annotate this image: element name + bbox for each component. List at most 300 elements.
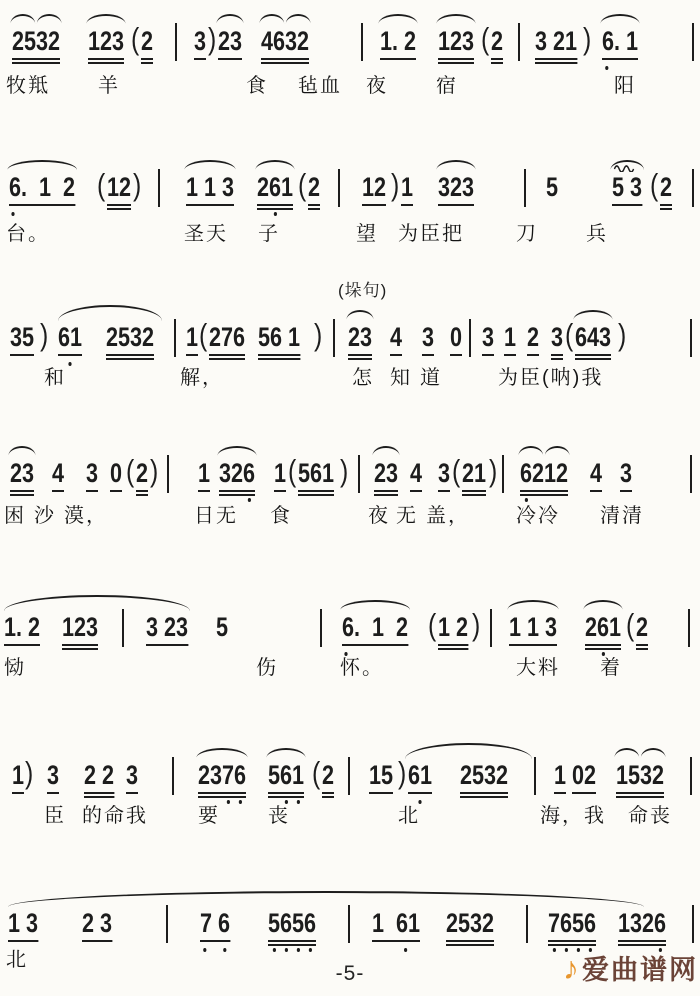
- slur: [10, 14, 63, 24]
- note-group: [52, 458, 64, 488]
- beam-line: [198, 792, 246, 794]
- beam-line: [372, 940, 420, 942]
- beam-line: [12, 62, 60, 64]
- lyric-syllable: 牧羝: [6, 75, 50, 97]
- note-digits: 3: [551, 322, 564, 352]
- barline: [690, 319, 692, 357]
- note-group: [8, 908, 38, 938]
- note-digits: 2: [136, 458, 149, 488]
- lyric-syllable: 沙: [34, 505, 56, 527]
- lyric-syllable: 望: [356, 223, 378, 245]
- note-digits: (: [312, 755, 321, 790]
- notation-line: [0, 755, 700, 802]
- beam-line: [298, 490, 334, 492]
- note-digits: 5: [546, 172, 559, 202]
- note-digits: ): [398, 755, 407, 790]
- note-digits: (: [131, 21, 140, 56]
- note-digits: 23: [218, 26, 243, 56]
- note-digits: 5656: [268, 908, 317, 938]
- slur: [614, 748, 667, 758]
- note-group: [10, 458, 34, 488]
- beam-line: [136, 494, 148, 496]
- lyric-syllable: 夜: [368, 505, 390, 527]
- beam-line: [186, 204, 234, 206]
- beam-line: [268, 940, 316, 942]
- parenthesis: [133, 167, 142, 202]
- slur-arc: [216, 14, 243, 24]
- note-group: [408, 760, 432, 790]
- note-digits: 5 3: [612, 172, 643, 202]
- beam-line: [422, 354, 434, 356]
- beam-line: [268, 796, 304, 798]
- page-number: -5-: [335, 962, 365, 985]
- note-group: [438, 26, 474, 56]
- barline: [502, 455, 504, 493]
- note-digits: 3: [482, 322, 495, 352]
- beam-line: [504, 354, 516, 356]
- note-digits: 2532: [12, 26, 61, 56]
- beam-line: [374, 490, 398, 492]
- beam-line: [618, 940, 666, 942]
- note-digits: 1 1 3: [509, 612, 558, 642]
- slur-arc: [37, 14, 62, 24]
- beam-line: [308, 208, 320, 210]
- barline: [167, 455, 169, 493]
- note-group: [322, 760, 334, 790]
- parenthesis: [288, 453, 297, 488]
- beam-line: [10, 490, 34, 492]
- note-digits: 2: [308, 172, 321, 202]
- beam-line: [509, 644, 557, 646]
- barline: [348, 905, 350, 943]
- lyric-syllable: 解，: [180, 367, 224, 389]
- note-group: [535, 26, 577, 56]
- note-group: [4, 612, 40, 642]
- beam-line: [8, 940, 38, 942]
- beam-line: [520, 494, 568, 496]
- beam-line: [369, 792, 393, 794]
- lyric-syllable: 知: [390, 367, 412, 389]
- lyric-syllable: 命丧: [628, 805, 672, 827]
- beam-line: [438, 62, 474, 64]
- note-digits: 123: [62, 612, 99, 642]
- lyric-syllable: 兵: [586, 223, 608, 245]
- parenthesis: [428, 607, 437, 642]
- beam-line: [268, 792, 304, 794]
- barline: [166, 905, 168, 943]
- slur: [58, 305, 162, 321]
- note-group: [390, 322, 402, 352]
- lyric-row: [0, 74, 700, 98]
- beam-line: [348, 354, 372, 356]
- note-digits: 3: [194, 26, 207, 56]
- note-group: [10, 322, 34, 352]
- low-octave-dot: [605, 66, 608, 70]
- trill-icon: [614, 148, 635, 178]
- beam-line: [408, 792, 432, 794]
- barline: [175, 23, 177, 61]
- note-group: [106, 322, 154, 352]
- lyric-syllable: 北: [398, 805, 420, 827]
- beam-line: [257, 204, 293, 206]
- beam-line: [438, 490, 450, 492]
- lyric-syllable: 日无: [194, 505, 238, 527]
- note-group: [602, 26, 638, 56]
- slur: [196, 748, 249, 758]
- note-digits: 4632: [261, 26, 310, 56]
- beam-line: [198, 796, 246, 798]
- note-group: [616, 760, 664, 790]
- parenthesis: [489, 453, 498, 488]
- barline: [333, 319, 335, 357]
- beam-line: [12, 58, 60, 60]
- beam-line: [12, 792, 24, 794]
- watermark-text: 爱曲谱网: [582, 955, 698, 985]
- note-group: [438, 612, 468, 642]
- lyric-syllable: 臣: [44, 805, 66, 827]
- beam-line: [218, 58, 242, 60]
- note-digits: (: [298, 167, 307, 202]
- note-digits: 56 1: [258, 322, 301, 352]
- parenthesis: [340, 453, 349, 488]
- slur-arc: [583, 600, 622, 610]
- beam-line: [88, 62, 124, 64]
- slur-arc: [614, 748, 639, 758]
- barline: [361, 23, 363, 61]
- note-group: [126, 760, 138, 790]
- lyric-syllable: 夜: [366, 75, 388, 97]
- note-digits: 2376: [198, 760, 247, 790]
- beam-line: [261, 62, 309, 64]
- beam-line: [106, 354, 154, 356]
- parenthesis: [472, 607, 481, 642]
- slur: [86, 14, 127, 24]
- beam-line: [4, 644, 40, 646]
- note-digits: ): [150, 453, 159, 488]
- slur: [266, 748, 307, 758]
- beam-line: [342, 644, 408, 646]
- beam-line: [438, 648, 468, 650]
- parenthesis: [618, 317, 627, 352]
- note-digits: 3: [422, 322, 435, 352]
- beam-line: [575, 358, 611, 360]
- lyric-syllable: 台。: [6, 223, 50, 245]
- beam-line: [460, 792, 508, 794]
- lyric-syllable: 怀。: [340, 657, 384, 679]
- note-digits: 6. 1 2: [342, 612, 409, 642]
- slur-arc: [255, 160, 294, 170]
- note-digits: 1: [198, 458, 211, 488]
- note-group: [12, 26, 60, 56]
- note-group: [194, 26, 206, 56]
- barline: [320, 609, 322, 647]
- beam-line: [84, 792, 114, 794]
- note-digits: (: [481, 21, 490, 56]
- note-digits: 1: [12, 760, 25, 790]
- note-group: [107, 172, 131, 202]
- barline: [526, 905, 528, 943]
- note-group: [261, 26, 309, 56]
- note-digits: 2 3: [82, 908, 113, 938]
- beam-line: [126, 792, 138, 794]
- notation-line: [0, 908, 700, 950]
- beam-line: [258, 358, 300, 360]
- slur-arc: [196, 748, 247, 758]
- note-digits: 21: [462, 458, 487, 488]
- note-group: [438, 458, 450, 488]
- note-digits: 1: [504, 322, 517, 352]
- parenthesis: [650, 167, 659, 202]
- note-digits: 261: [257, 172, 294, 202]
- section-annotation: (垛句): [338, 281, 388, 300]
- parenthesis: [626, 607, 635, 642]
- note-group: [554, 760, 566, 790]
- note-group: [88, 26, 124, 56]
- note-digits: 0: [110, 458, 123, 488]
- note-group: [298, 458, 334, 488]
- slur: [518, 446, 571, 456]
- lyric-syllable: 着: [600, 657, 622, 679]
- note-group: [572, 760, 596, 790]
- lyric-row: [0, 222, 700, 246]
- beam-line: [616, 796, 664, 798]
- low-octave-dot: [12, 212, 15, 216]
- note-group: [548, 908, 596, 938]
- note-group: [348, 322, 372, 352]
- parenthesis: [583, 21, 592, 56]
- note-group: [198, 458, 210, 488]
- lyric-row: [0, 804, 700, 828]
- parenthesis: [126, 453, 135, 488]
- music-note-icon: ♪: [563, 949, 581, 986]
- beam-line: [209, 358, 245, 360]
- beam-line: [535, 58, 577, 60]
- note-digits: 1 61: [372, 908, 421, 938]
- barline: [692, 23, 694, 61]
- note-group: [47, 760, 59, 790]
- beam-line: [10, 494, 34, 496]
- beam-line: [535, 62, 577, 64]
- barline: [338, 169, 340, 207]
- beam-line: [348, 358, 372, 360]
- lyric-syllable: 漠，: [64, 505, 108, 527]
- slur: [507, 600, 560, 610]
- slur: [184, 160, 237, 170]
- lyric-syllable: 食: [270, 505, 292, 527]
- beam-line: [52, 490, 64, 492]
- slur: [259, 14, 312, 24]
- parenthesis: [565, 317, 574, 352]
- lyric-syllable: 大料: [516, 657, 560, 679]
- note-group: [446, 908, 494, 938]
- barline: [690, 455, 692, 493]
- beam-line: [209, 354, 245, 356]
- note-digits: 7656: [548, 908, 597, 938]
- beam-line: [618, 944, 666, 946]
- beam-line: [460, 796, 508, 798]
- note-digits: 3 23: [146, 612, 189, 642]
- slur: [573, 310, 614, 320]
- slur-arc: [10, 14, 35, 24]
- beam-line: [86, 490, 98, 492]
- lyric-row: [0, 656, 700, 680]
- beam-line: [198, 490, 210, 492]
- note-group: [86, 458, 98, 488]
- lyric-syllable: 为臣把: [398, 223, 464, 245]
- beam-line: [636, 644, 648, 646]
- lyric-syllable: 为臣(呐)我: [498, 367, 604, 389]
- note-group: [422, 322, 434, 352]
- note-digits: 4: [410, 458, 423, 488]
- note-digits: (: [626, 607, 635, 642]
- slur: [436, 160, 477, 170]
- slur: [583, 600, 624, 610]
- note-digits: 3: [620, 458, 633, 488]
- slur-arc: [378, 14, 417, 24]
- notation-line: [0, 21, 700, 68]
- note-group: [620, 458, 632, 488]
- note-digits: 23: [374, 458, 399, 488]
- note-digits: 1: [186, 322, 199, 352]
- beam-line: [106, 358, 154, 360]
- beam-line: [636, 648, 648, 650]
- note-digits: (: [126, 453, 135, 488]
- slur-arc: [184, 160, 235, 170]
- note-digits: 561: [268, 760, 305, 790]
- parenthesis: [452, 453, 461, 488]
- slur: [216, 14, 245, 24]
- note-group: [268, 760, 304, 790]
- note-digits: 1. 2: [4, 612, 41, 642]
- note-digits: 1: [274, 458, 287, 488]
- slur-arc: [372, 446, 399, 456]
- slur: [340, 600, 411, 610]
- beam-line: [548, 944, 596, 946]
- beam-line: [322, 796, 334, 798]
- beam-line: [620, 490, 632, 492]
- note-digits: 2532: [106, 322, 155, 352]
- lyric-syllable: 和: [44, 367, 66, 389]
- note-digits: 2: [491, 26, 504, 56]
- note-digits: (: [288, 453, 297, 488]
- note-digits: 3: [47, 760, 60, 790]
- beam-line: [10, 354, 34, 356]
- note-group: [218, 26, 242, 56]
- parenthesis: [481, 21, 490, 56]
- slur: [255, 160, 296, 170]
- slur: [405, 743, 532, 759]
- note-digits: 1: [554, 760, 567, 790]
- barline: [690, 757, 692, 795]
- note-group: [84, 760, 114, 790]
- note-group: [198, 760, 246, 790]
- slur: [378, 14, 419, 24]
- lyric-syllable: 的命我: [82, 805, 148, 827]
- note-digits: ): [583, 21, 592, 56]
- low-octave-dot: [247, 498, 250, 502]
- slur-arc: [340, 600, 409, 610]
- low-octave-dot: [273, 212, 276, 216]
- note-digits: 23: [10, 458, 35, 488]
- beam-line: [186, 354, 198, 356]
- slur: [8, 446, 37, 456]
- note-digits: 643: [575, 322, 612, 352]
- beam-line: [308, 204, 320, 206]
- note-digits: ): [314, 317, 323, 352]
- beam-line: [219, 494, 255, 496]
- beam-line: [136, 490, 148, 492]
- note-digits: (: [452, 453, 461, 488]
- note-digits: 2 2: [84, 760, 115, 790]
- beam-line: [410, 490, 422, 492]
- note-group: [410, 458, 422, 488]
- slur-arc: [507, 600, 558, 610]
- note-group: [257, 172, 293, 202]
- note-digits: (: [199, 317, 208, 352]
- lyric-syllable: 刀: [516, 223, 538, 245]
- note-group: [482, 322, 494, 352]
- note-digits: 2532: [446, 908, 495, 938]
- barline: [172, 757, 174, 795]
- beam-line: [84, 796, 114, 798]
- beam-line: [482, 354, 494, 356]
- note-digits: 123: [438, 26, 475, 56]
- note-group: [520, 458, 568, 488]
- note-group: [9, 172, 75, 202]
- note-group: [58, 322, 82, 352]
- note-group: [450, 322, 462, 352]
- beam-line: [298, 494, 334, 496]
- slur: [4, 595, 190, 611]
- note-digits: 1 3: [8, 908, 39, 938]
- beam-line: [9, 204, 75, 206]
- beam-line: [200, 940, 230, 942]
- parenthesis: [97, 167, 106, 202]
- beam-line: [258, 354, 300, 356]
- barline: [469, 319, 471, 357]
- beam-line: [82, 940, 112, 942]
- barline: [524, 169, 526, 207]
- note-group: [342, 612, 408, 642]
- note-group: [369, 760, 393, 790]
- beam-line: [374, 494, 398, 496]
- lyric-syllable: 无: [396, 505, 418, 527]
- slur-arc: [286, 14, 311, 24]
- note-digits: 2: [527, 322, 540, 352]
- note-digits: 02: [572, 760, 597, 790]
- note-group: [308, 172, 320, 202]
- barline: [490, 609, 492, 647]
- note-digits: 3: [438, 458, 451, 488]
- note-group: [380, 26, 416, 56]
- lyric-syllable: 恸: [4, 657, 26, 679]
- note-group: [141, 26, 153, 56]
- note-digits: 7 6: [200, 908, 231, 938]
- slur-arc: [641, 748, 666, 758]
- note-digits: ): [472, 607, 481, 642]
- lyric-syllable: 盖，: [426, 505, 470, 527]
- beam-line: [62, 648, 98, 650]
- beam-line: [660, 204, 672, 206]
- lyric-syllable: 道: [420, 367, 442, 389]
- note-digits: 3 21: [535, 26, 578, 56]
- note-digits: 35: [10, 322, 35, 352]
- parenthesis: [398, 755, 407, 790]
- beam-line: [590, 490, 602, 492]
- note-group: [82, 908, 112, 938]
- slur-arc: [86, 14, 125, 24]
- barline: [534, 757, 536, 795]
